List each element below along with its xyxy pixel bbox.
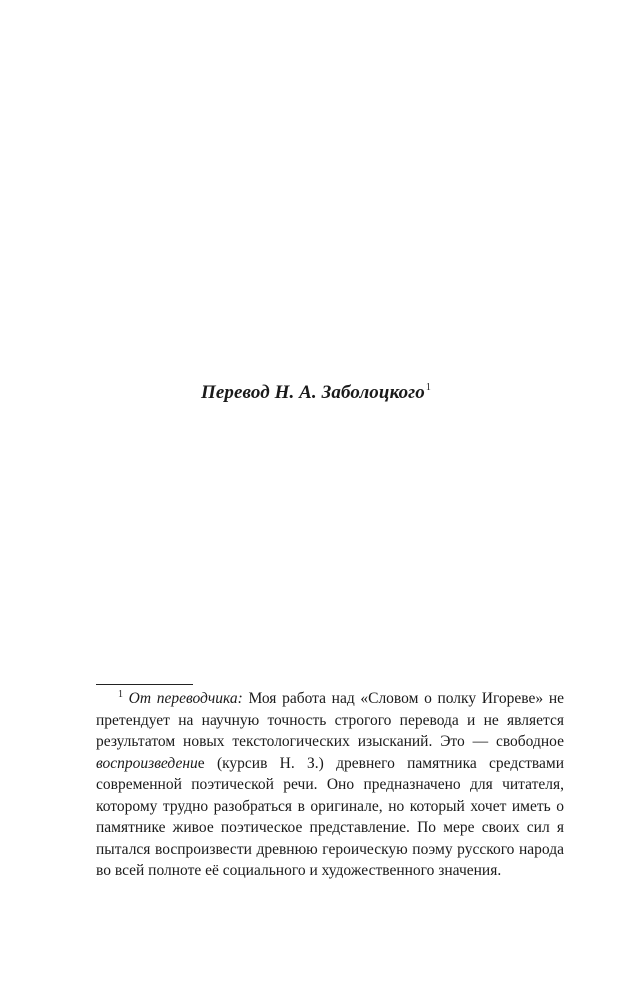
footnote-emphasis: воспроизведени: [96, 754, 198, 772]
footnote-lead: От переводчика:: [128, 690, 243, 707]
footnote: [96, 688, 564, 882]
footnote-text-part2: е (курсив Н. З.) древнего памятника средствами современной поэтической речи. Оно предназначено для читателя, которому трудно разобраться в оригинале, но который хочет иметь о памятнике живое поэтическое представление. По мере своих сил я пытался воспроизвести древнюю героическую поэму русского народа во всей полноте её социального и художественного значения.: [96, 754, 564, 879]
footnote-separator: [96, 684, 193, 685]
page-title: [0, 382, 632, 404]
footnote-reference[interactable]: 1: [425, 382, 432, 393]
footnote-text-part1: Моя работа над «Словом о полку Игореве» не претендует на научную точность строгого перевода и не является результатом новых текстологических изысканий. Это — свободное: [96, 690, 564, 750]
footnote-mark: 1: [118, 689, 123, 700]
title-text: Перевод Н. А. Заболоцкого: [200, 382, 425, 403]
